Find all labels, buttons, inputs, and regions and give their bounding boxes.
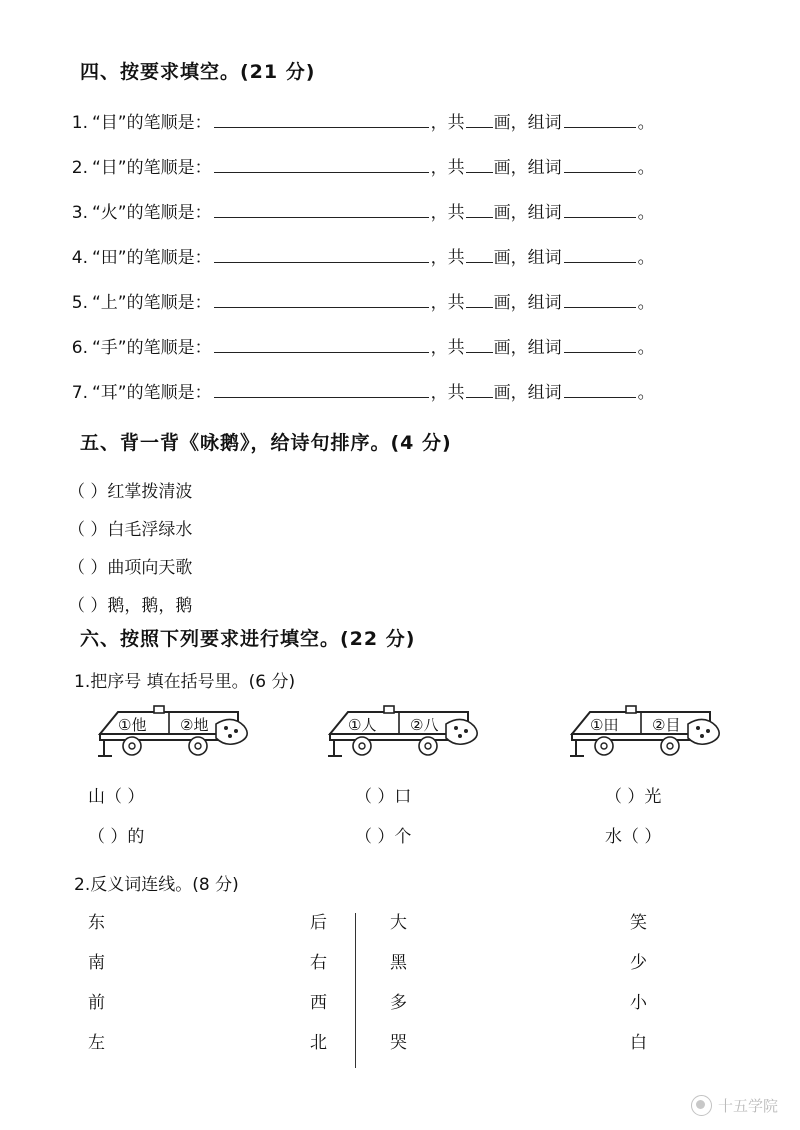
antonym-word[interactable]: 哭: [390, 1033, 407, 1053]
section-4-questions: [0, 108, 800, 423]
section-5-poem-list: [0, 470, 800, 622]
tail-3: 。: [637, 248, 655, 268]
antonym-word[interactable]: 右: [310, 953, 327, 973]
tail-2: 画，组词: [493, 203, 562, 223]
svg-text:①他: ①他: [118, 716, 147, 734]
answer-blank-word[interactable]: [564, 245, 636, 263]
answer-blank-count[interactable]: [466, 110, 493, 128]
car-option-illustration: [88, 700, 263, 762]
stroke-order-question-row: [0, 333, 800, 378]
antonym-word[interactable]: 白: [630, 1033, 647, 1053]
answer-blank-stroke-order[interactable]: [214, 290, 429, 308]
tail-3: 。: [637, 203, 655, 223]
antonym-word[interactable]: 后: [310, 913, 327, 933]
antonym-word[interactable]: 前: [88, 993, 105, 1013]
tail-2: 画，组词: [493, 293, 562, 313]
svg-text:②地: ②地: [180, 716, 209, 734]
fill-in-row: [0, 782, 800, 822]
antonym-word[interactable]: 西: [310, 993, 327, 1013]
tail-3: 。: [637, 383, 655, 403]
antonym-row: [0, 1028, 800, 1068]
tail-2: 画，组词: [493, 248, 562, 268]
question-number: 2.: [71, 158, 88, 178]
antonym-word[interactable]: 小: [630, 993, 647, 1013]
stroke-order-question-row: [0, 288, 800, 333]
tail-1: ，共: [430, 248, 465, 268]
answer-blank-word[interactable]: [564, 335, 636, 353]
question-number: 1.: [71, 113, 88, 133]
question-text: “火”的笔顺是：: [92, 203, 212, 223]
section-6-sub2-label: 2.反义词连线。(8 分): [74, 875, 239, 895]
antonym-row: [0, 908, 800, 948]
svg-text:①田: ①田: [590, 716, 619, 734]
answer-blank-stroke-order[interactable]: [214, 335, 429, 353]
answer-blank-count[interactable]: [466, 380, 493, 398]
answer-blank-word[interactable]: [564, 200, 636, 218]
poem-line-text: 曲项向天歌: [107, 557, 193, 578]
fill-in-cell[interactable]: （ ）光: [605, 787, 662, 807]
question-text: “目”的笔顺是：: [92, 113, 212, 133]
poem-order-item: [0, 584, 800, 622]
antonym-word[interactable]: 大: [390, 913, 407, 933]
antonym-word[interactable]: 北: [310, 1033, 327, 1053]
antonym-match-grid: [0, 908, 800, 1068]
answer-blank-word[interactable]: [564, 380, 636, 398]
answer-blank-stroke-order[interactable]: [214, 110, 429, 128]
fill-in-cell[interactable]: （ ）个: [355, 827, 412, 847]
tail-3: 。: [637, 293, 655, 313]
answer-blank-count[interactable]: [466, 335, 493, 353]
order-blank-paren[interactable]: （ ）: [68, 481, 108, 502]
question-text: “耳”的笔顺是：: [92, 383, 212, 403]
tail-1: ，共: [430, 113, 465, 133]
watermark-logo-icon: [691, 1095, 712, 1116]
antonym-row: [0, 988, 800, 1028]
question-text: “上”的笔顺是：: [92, 293, 212, 313]
antonym-word[interactable]: 黑: [390, 953, 407, 973]
question-number: 4.: [71, 248, 88, 268]
car-option-illustration: [560, 700, 735, 762]
tail-3: 。: [637, 113, 655, 133]
fill-in-cell[interactable]: （ ）的: [88, 827, 145, 847]
fill-in-cell[interactable]: 水（ ）: [605, 827, 662, 847]
poem-order-item: [0, 470, 800, 508]
stroke-order-question-row: [0, 378, 800, 423]
answer-blank-stroke-order[interactable]: [214, 380, 429, 398]
watermark: [691, 1095, 778, 1116]
fill-in-cell[interactable]: 山（ ）: [88, 787, 145, 807]
order-blank-paren[interactable]: （ ）: [68, 519, 108, 540]
poem-line-text: 白毛浮绿水: [107, 519, 193, 540]
answer-blank-count[interactable]: [466, 200, 493, 218]
answer-blank-count[interactable]: [466, 245, 493, 263]
antonym-word[interactable]: 笑: [630, 913, 647, 933]
section-6-sub1-label: 1.把序号 填在括号里。(6 分): [74, 672, 296, 692]
stroke-order-question-row: [0, 108, 800, 153]
fill-in-cell[interactable]: （ ）口: [355, 787, 412, 807]
antonym-word[interactable]: 东: [88, 913, 105, 933]
svg-text:②八: ②八: [410, 716, 439, 734]
tail-1: ，共: [430, 293, 465, 313]
tail-2: 画，组词: [493, 383, 562, 403]
tail-1: ，共: [430, 383, 465, 403]
watermark-text: 十五学院: [717, 1097, 778, 1115]
question-text: “田”的笔顺是：: [92, 248, 212, 268]
tail-2: 画，组词: [493, 113, 562, 133]
section-5-heading: 五、背一背《咏鹅》，给诗句排序。(4 分): [80, 432, 452, 454]
antonym-word[interactable]: 少: [630, 953, 647, 973]
question-number: 6.: [71, 338, 88, 358]
poem-line-text: 红掌拨清波: [107, 481, 193, 502]
tail-3: 。: [637, 158, 655, 178]
antonym-word[interactable]: 左: [88, 1033, 105, 1053]
answer-blank-stroke-order[interactable]: [214, 155, 429, 173]
tail-1: ，共: [430, 338, 465, 358]
antonym-row: [0, 948, 800, 988]
stroke-order-question-row: [0, 243, 800, 288]
question-number: 5.: [71, 293, 88, 313]
answer-blank-count[interactable]: [466, 290, 493, 308]
svg-text:①人: ①人: [348, 716, 377, 734]
answer-blank-word[interactable]: [564, 155, 636, 173]
question-text: “手”的笔顺是：: [92, 338, 212, 358]
car-option-illustration: [318, 700, 493, 762]
tail-2: 画，组词: [493, 338, 562, 358]
answer-blank-stroke-order[interactable]: [214, 200, 429, 218]
fill-in-rows: [0, 782, 800, 862]
tail-3: 。: [637, 338, 655, 358]
poem-line-text: 鹅，鹅，鹅: [107, 595, 193, 616]
answer-blank-word[interactable]: [564, 290, 636, 308]
question-number: 3.: [71, 203, 88, 223]
poem-order-item: [0, 546, 800, 584]
antonym-word[interactable]: 南: [88, 953, 105, 973]
section-4-heading: 四、按要求填空。(21 分): [80, 61, 316, 83]
tail-2: 画，组词: [493, 158, 562, 178]
svg-text:②目: ②目: [652, 716, 681, 734]
question-text: “日”的笔顺是：: [92, 158, 212, 178]
order-blank-paren[interactable]: （ ）: [68, 557, 108, 578]
answer-blank-count[interactable]: [466, 155, 493, 173]
section-6-heading: 六、按照下列要求进行填空。(22 分): [80, 628, 416, 650]
fill-in-row: [0, 822, 800, 862]
answer-blank-stroke-order[interactable]: [214, 245, 429, 263]
stroke-order-question-row: [0, 198, 800, 243]
question-number: 7.: [71, 383, 88, 403]
answer-blank-word[interactable]: [564, 110, 636, 128]
poem-order-item: [0, 508, 800, 546]
tail-1: ，共: [430, 158, 465, 178]
order-blank-paren[interactable]: （ ）: [68, 595, 108, 616]
tail-1: ，共: [430, 203, 465, 223]
antonym-word[interactable]: 多: [390, 993, 407, 1013]
stroke-order-question-row: [0, 153, 800, 198]
car-illustrations: [0, 700, 800, 760]
